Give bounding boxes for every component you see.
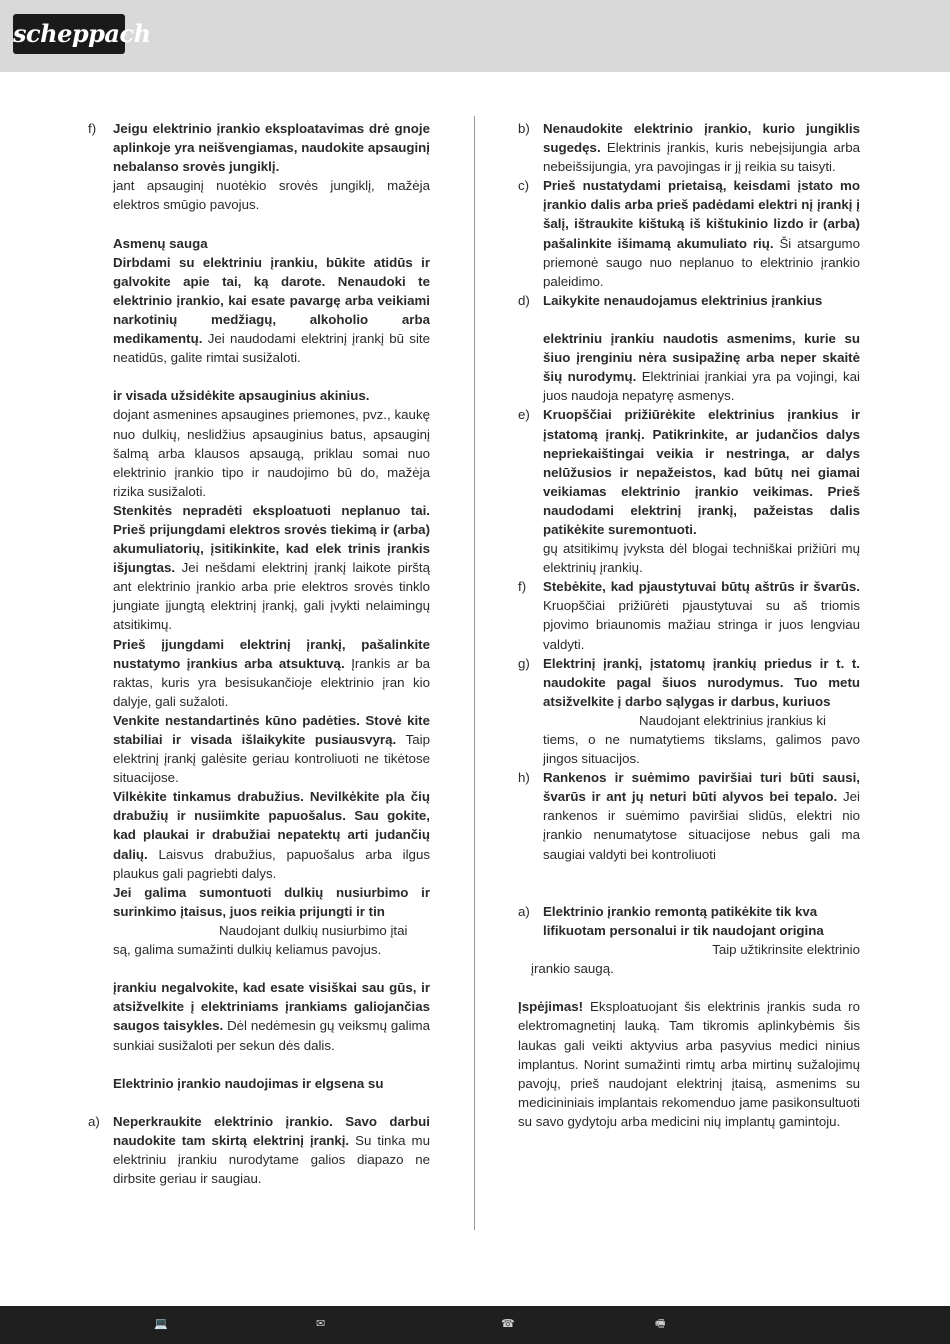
bold-text: Elektrinio įrankio remontą patikėkite tik kva lifikuotam personalui ir tik naudojant origina xyxy=(543,903,824,938)
body-text: Dėl nedėmesin gų veiksmų galima sunkiai susižaloti per sekun dės dalis. xyxy=(113,1018,430,1053)
bold-text: Jei galima sumontuoti dulkių nusiurbimo ir surinkimo įtaisus, juos reikia prijungti ir tin xyxy=(113,884,430,919)
paragraph xyxy=(88,883,430,959)
list-marker: f) xyxy=(518,579,527,595)
list-marker: h) xyxy=(518,770,530,786)
right-column xyxy=(518,119,860,1131)
list-item-e xyxy=(518,405,860,577)
section-heading-personal-safety: Asmenų sauga xyxy=(113,235,208,251)
bold-text: Neperkraukite elektrinio įrankio. Savo darbui naudokite tam skirtą elektrinį įrankį. xyxy=(113,1113,430,1148)
list-marker: b) xyxy=(518,121,530,136)
bold-text: Laikykite nenaudojamus elektrinius įrankius xyxy=(543,292,823,308)
list-marker: e) xyxy=(518,407,530,423)
list-item-a xyxy=(88,1112,430,1188)
scheppach-logo[interactable]: scheppach xyxy=(13,14,125,54)
paragraph xyxy=(88,635,430,711)
page-header xyxy=(0,0,950,72)
paragraph xyxy=(88,787,430,882)
list-item-g xyxy=(518,654,860,769)
body-text: įrankio saugą. xyxy=(531,961,614,977)
bold-text: ir visada užsidėkite apsauginius akinius. xyxy=(113,388,370,404)
body-text: Elektriniai įrankiai yra pa vojingi, kai juos naudoja nepatyrę asmenys. xyxy=(543,369,861,404)
bold-text: Venkite nestandartinės kūno padėties. Stovė kite stabiliai ir visada išlaikykite pusiausvyrą. xyxy=(113,712,430,747)
list-marker: g) xyxy=(518,655,530,671)
list-item-b xyxy=(518,119,860,176)
bold-text: Nenaudokite elektrinio įrankio, kurio jungiklis sugedęs. xyxy=(543,121,860,156)
body-text: Kruopščiai prižiūrėti pjaustytuvai su aš triomis pjovimo briaunomis mažiau stringa ir juos lengviau valdyti. xyxy=(543,598,860,652)
body-text: Naudojant dulkių nusiurbimo įtai xyxy=(219,922,408,938)
left-column xyxy=(88,119,430,1188)
bold-text: Jeigu elektrinio įrankio eksploatavimas drė gnoje aplinkoje yra neišvengiamas, naudokite apsauginį nebalanso srovės jungiklį. xyxy=(113,121,430,175)
body-text: Jei nešdami elektrinį įrankį laikote pirštą ant elektrinio įrankio arba prie elektros srovės tinklo jungiate įjungtą elektrinį įrankį, gali įvykti nelaimingų atsitikimų. xyxy=(113,560,430,633)
phone-icon: ☎ xyxy=(501,1318,515,1330)
list-marker: a) xyxy=(88,1113,100,1129)
body-text: Laisvus drabužius, papuošalus arba ilgus plaukus gali pagriebti dalys. xyxy=(113,846,430,881)
bold-text: elektriniu įrankiu naudotis asmenims, kurie su šiuo įrenginiu nėra susipažinę arba neper skaitė šių nurodymų. xyxy=(543,331,860,385)
list-item-f xyxy=(518,577,860,653)
bold-text: Prieš nustatydami prietaisą, keisdami įstato mo įrankio dalis arba prieš padėdami elektri nį įrankį į šalį, ištraukite kištuką iš kištukinio lizdo ir (arba) pašalinkite išimamą akumuliato rių. xyxy=(543,178,860,251)
paragraph xyxy=(88,501,430,635)
warning-label: Įspėjimas! xyxy=(518,999,584,1015)
fax-icon: 🖷 xyxy=(655,1318,666,1330)
list-item-d xyxy=(518,291,860,406)
body-text: Su tinka mu elektriniu įrankiu nurodytame galios diapazo ne dirbsite geriau ir saugiau. xyxy=(113,1132,430,1187)
column-divider xyxy=(474,116,475,1230)
body-text: Naudojant elektrinius įrankius ki xyxy=(639,712,826,728)
list-marker: a) xyxy=(518,903,530,919)
bold-text: Rankenos ir suėmimo paviršiai turi būti sausi, švarūs ir ant jų neturi būti alyvos bei tepalo. xyxy=(543,770,860,805)
list-marker: f) xyxy=(88,121,97,136)
warning-text: Eksploatuojant šis elektrinis įrankis suda ro elektromagnetinį lauką. Tam tikromis aplinkybėmis šis laukas gali veikti aktyvius arba pasyvius medici ninius implantus. Norint sumažinti rimtų arba mirtinų sužalojimų pavojų, prieš naudojant elektrinį įtaisą, asmenims su medicininiais implantais rekomenduo jame pasikonsultuoti su savo gydytoju arba medicini nių implantų gamintoju. xyxy=(518,999,861,1129)
list-marker: d) xyxy=(518,292,530,308)
body-text: Įrankis ar ba raktas, kuris yra besisukančioje elektrinio įran kio dalyje, gali sužaloti. xyxy=(113,655,431,709)
body-text: Taip elektrinį įrankį galėsite geriau kontroliuoti ne tikėtose situacijose. xyxy=(113,732,430,786)
section-heading-tool-use: Elektrinio įrankio naudojimas ir elgsena su xyxy=(113,1075,384,1091)
body-text: są, galima sumažinti dulkių keliamus pavojus. xyxy=(113,942,382,958)
page-footer xyxy=(0,1306,950,1344)
list-item-c xyxy=(518,176,860,291)
body-text: Elektrinis įrankis, kuris nebeįsijungia arba nebeišsijungia, yra pavojingas ir jį reikia su taisyti. xyxy=(543,140,860,175)
list-marker: c) xyxy=(518,178,530,194)
body-text: Taip užtikrinsite elektrinio xyxy=(712,942,860,958)
body-text: Jei rankenos ir suėmimo paviršiai slidūs, elektri nio įrankio nenumatytose situacijose nebus gali ma saugiai valdyti bei kontroliuoti xyxy=(543,789,860,862)
paragraph xyxy=(88,386,430,501)
bold-text: įrankiu negalvokite, kad esate visiškai sau gūs, ir atsižvelkite į elektriniams įrankiams galiojančias saugos taisykles. xyxy=(113,980,430,1034)
email-icon: ✉ xyxy=(316,1318,326,1330)
list-item-f xyxy=(88,119,430,214)
body-text: Ši atsargumo priemonė saugo nuo neplanuo to elektrinio įrankio paleidimo. xyxy=(543,235,860,289)
bold-text: Elektrinį įrankį, įstatomų įrankių priedus ir t. t. naudokite pagal šiuos nurodymus. Tuo metu atsižvelkite į darbo sąlygas ir darbus, kuriuos xyxy=(543,655,860,709)
body-text: dojant asmenines apsaugines priemones, pvz., kaukę nuo dulkių, neslidžius apsauginius batus, apsauginį šalmą arba klausos apsaugą, priklau somai nuo elektrinio įrankio tipo ir naudojimo bū do, mažėja rizika susižaloti. xyxy=(113,407,430,499)
laptop-icon: 💻 xyxy=(154,1318,168,1330)
bold-text: Stenkitės nepradėti eksploatuoti neplanuo tai. Prieš prijungdami elektros srovės tiekimą ir (arba) akumuliatorių, įsitikinkite, kad elek trinis įrankis išjungtas. xyxy=(113,502,430,576)
bold-text: Stebėkite, kad pjaustytuvai būtų aštrūs ir švarūs. xyxy=(543,579,860,595)
warning-paragraph xyxy=(518,997,860,1131)
body-text: jant apsauginį nuotėkio srovės jungiklį, mažėja elektros smūgio pavojus. xyxy=(113,178,430,213)
paragraph xyxy=(88,253,430,368)
paragraph xyxy=(88,711,430,787)
body-text: gų atsitikimų įvyksta dėl blogai techniškai prižiūri mų elektrinių įrankių. xyxy=(543,541,860,576)
body-text: tiems, o ne numatytiems tikslams, galimos pavo jingos situacijos. xyxy=(543,732,860,767)
bold-text: Vilkėkite tinkamus drabužius. Nevilkėkite pla čių drabužių ir nusiimkite papuošalus. Sau gokite, kad plaukai ir drabužiai nepatektų arti judančių dalių. xyxy=(113,789,430,862)
list-item-a-service xyxy=(518,902,860,978)
bold-text: Kruopščiai prižiūrėkite elektrinius įrankius ir įstatomą įrankį. Patikrinkite, ar judančios dalys nepriekaištingai veikia ir nestringa, ar dalys nelūžusios ir nepažeistos, kad būtų nei giamai veikiamas elektrinio įrankio veikimas. Prieš naudodami elektrinį įrankį, pažeistas dalis patikėkite suremontuoti. xyxy=(543,407,860,537)
bold-text: Prieš įjungdami elektrinį įrankį, pašalinkite nustatymo įrankius arba atsuktuvą. xyxy=(113,636,430,671)
bold-text: Dirbdami su elektriniu įrankiu, būkite atidūs ir galvokite apie tai, ką darote. Nenaudoki te elektrinio įrankio, kai esate pavargę arba veikiami narkotinių medžiagų, alkoholio arba medikamentų. xyxy=(113,254,430,347)
list-item-h xyxy=(518,768,860,863)
paragraph xyxy=(88,978,430,1054)
body-text: Jei naudodami elektrinį įrankį bū site neatidūs, galite rimtai susižaloti. xyxy=(113,331,431,366)
